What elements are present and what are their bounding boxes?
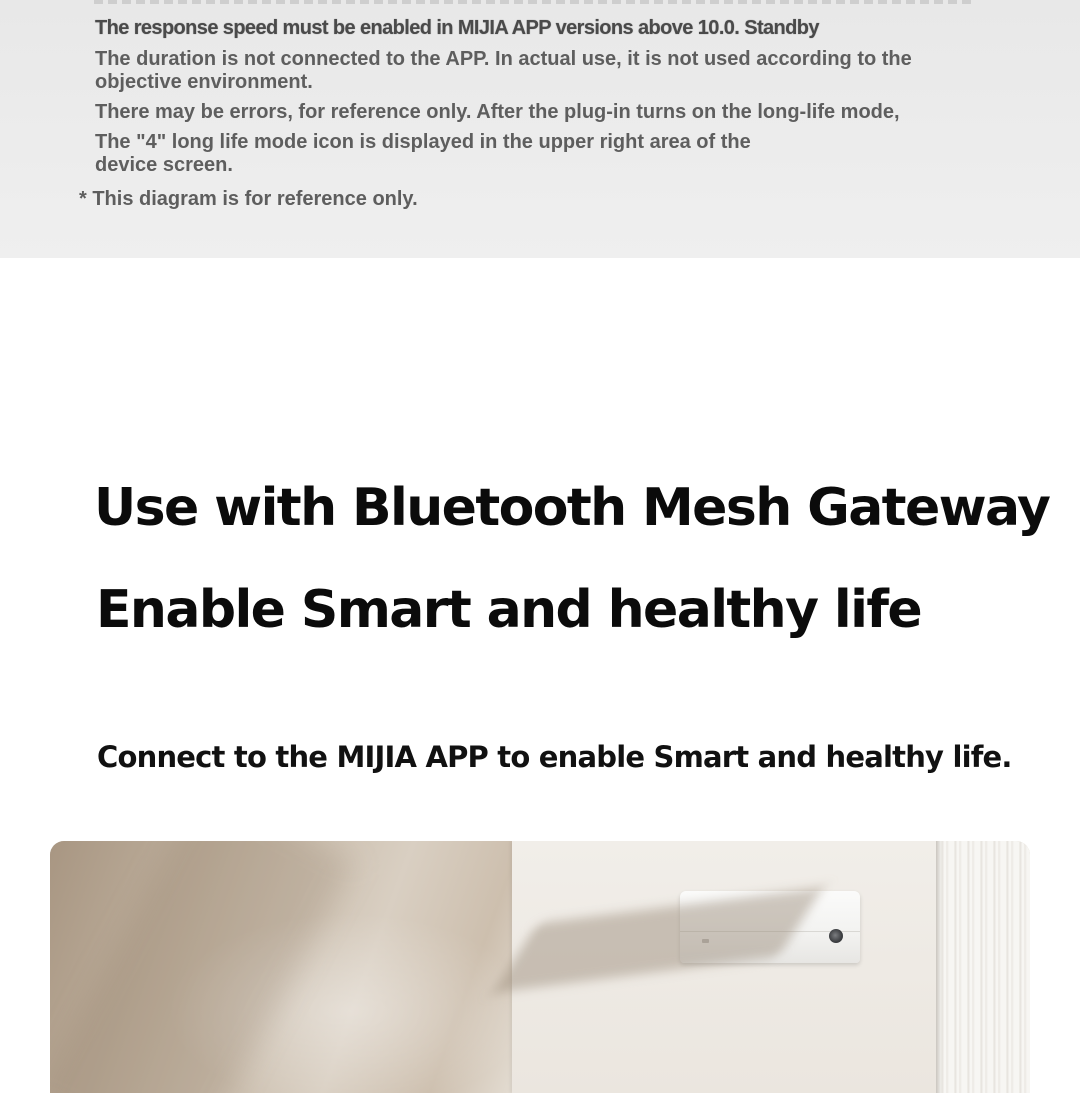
note-disclaimer: * This diagram is for reference only. [79, 188, 418, 210]
cropped-text-line [94, 0, 974, 4]
curtain [936, 841, 1030, 1093]
note-long-life-icon: The "4" long life mode icon is displayed in the upper right area of the device screen. [95, 131, 751, 176]
notes-panel [0, 0, 1080, 258]
note-response-speed: The response speed must be enabled in MIJIA APP versions above 10.0. Standby [95, 17, 819, 39]
headline-smart-life: Enable Smart and healthy life [96, 580, 922, 640]
subheadline-mijia-app: Connect to the MIJIA APP to enable Smart and healthy life. [97, 740, 1012, 774]
headline-mesh-gateway: Use with Bluetooth Mesh Gateway [94, 478, 1050, 538]
ac-display-icon [829, 929, 843, 943]
note-standby-duration: The duration is not connected to the APP. In actual use, it is not used according to the objective environment. [95, 48, 912, 93]
note-errors: There may be errors, for reference only. After the plug-in turns on the long-life mode, [95, 101, 900, 123]
curtain-shadow [936, 841, 942, 1093]
